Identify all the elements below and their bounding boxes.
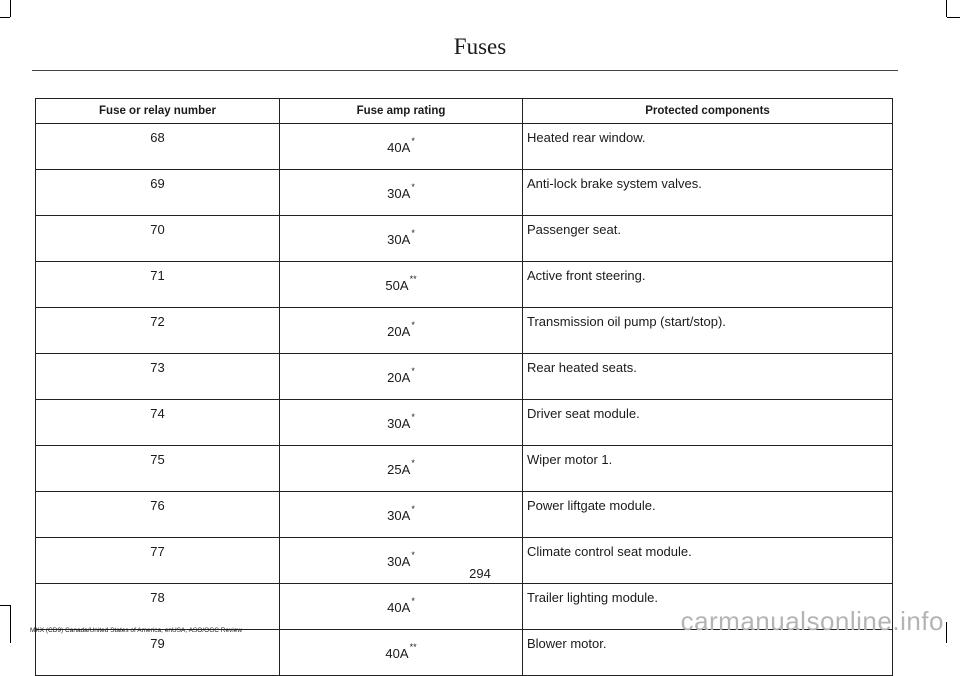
amp-rating-cell [280,216,523,262]
page-number: 294 [469,566,491,581]
protected-component-cell: Wiper motor 1. [523,446,893,492]
amp-rating-value: 30A [387,554,411,569]
fuse-table [35,98,893,676]
table-row [36,308,893,354]
protected-component-cell: Active front steering. [523,262,893,308]
fuse-number-cell: 77 [36,538,280,584]
footnote-mark: * [411,412,415,422]
table-row [36,400,893,446]
table-row [36,216,893,262]
crop-mark-bottom-right-vertical [946,622,947,643]
table-header-row [36,99,893,124]
column-header-amp-rating: Fuse amp rating [280,99,523,124]
watermark: carmanualsonline.info [680,606,944,636]
column-header-protected-components: Protected components [523,99,893,124]
table-row [36,262,893,308]
amp-rating-value: 40A [387,600,411,615]
footnote-mark: * [411,320,415,330]
amp-rating-cell [280,584,523,630]
protected-component-cell: Driver seat module. [523,400,893,446]
crop-mark-bottom-left-vertical [10,605,11,643]
footnote-mark: * [411,136,415,146]
document-footer: MKX (CD9) Canada/United States of America, enUSA, ASO/OGC Review [30,627,243,634]
crop-mark-top-left-vertical [10,0,11,17]
fuse-number-cell: 76 [36,492,280,538]
amp-rating-cell [280,400,523,446]
fuse-number-cell: 71 [36,262,280,308]
protected-component-cell: Climate control seat module. [523,538,893,584]
amp-rating-cell [280,170,523,216]
table-row [36,446,893,492]
amp-rating-value: 40A [387,140,411,155]
amp-rating-cell [280,492,523,538]
fuse-number-cell: 78 [36,584,280,630]
crop-mark-top-right-vertical [946,0,947,17]
protected-component-cell: Trailer lighting module. [523,584,893,630]
protected-component-cell: Blower motor. [523,630,893,676]
fuse-number-cell: 68 [36,124,280,170]
footnote-mark: * [411,366,415,376]
amp-rating-cell [280,446,523,492]
fuse-number-cell: 72 [36,308,280,354]
protected-component-cell: Transmission oil pump (start/stop). [523,308,893,354]
amp-rating-value: 20A [387,370,411,385]
crop-mark-top-right-horizontal [947,17,960,18]
amp-rating-value: 30A [387,508,411,523]
table-row [36,170,893,216]
amp-rating-value: 30A [387,416,411,431]
fuse-number-cell: 70 [36,216,280,262]
fuse-number-cell: 74 [36,400,280,446]
footnote-mark: ** [409,642,417,652]
protected-component-cell: Power liftgate module. [523,492,893,538]
table-row [36,124,893,170]
amp-rating-value: 20A [387,324,411,339]
amp-rating-value: 30A [387,232,411,247]
footnote-mark: * [411,228,415,238]
table-body [36,124,893,676]
table-row [36,354,893,400]
protected-component-cell: Heated rear window. [523,124,893,170]
amp-rating-cell [280,124,523,170]
crop-mark-top-left-horizontal [0,17,10,18]
footnote-mark: * [411,182,415,192]
column-header-fuse-number: Fuse or relay number [36,99,280,124]
footnote-mark: * [411,596,415,606]
footnote-mark: * [411,458,415,468]
amp-rating-cell [280,308,523,354]
amp-rating-cell [280,262,523,308]
amp-rating-cell [280,354,523,400]
page-title: Fuses [453,34,507,59]
amp-rating-value: 50A [385,278,409,293]
footnote-mark: ** [409,274,417,284]
fuse-number-cell: 79 [36,630,280,676]
protected-component-cell: Rear heated seats. [523,354,893,400]
amp-rating-value: 30A [387,186,411,201]
amp-rating-value: 40A [385,646,409,661]
table-row [36,492,893,538]
amp-rating-cell [280,630,523,676]
protected-component-cell: Anti-lock brake system valves. [523,170,893,216]
fuse-number-cell: 75 [36,446,280,492]
fuse-number-cell: 69 [36,170,280,216]
footnote-mark: * [411,550,415,560]
footnote-mark: * [411,504,415,514]
header-divider [32,70,898,71]
protected-component-cell: Passenger seat. [523,216,893,262]
fuse-number-cell: 73 [36,354,280,400]
crop-mark-bottom-left-horizontal [0,605,10,606]
amp-rating-value: 25A [387,462,411,477]
